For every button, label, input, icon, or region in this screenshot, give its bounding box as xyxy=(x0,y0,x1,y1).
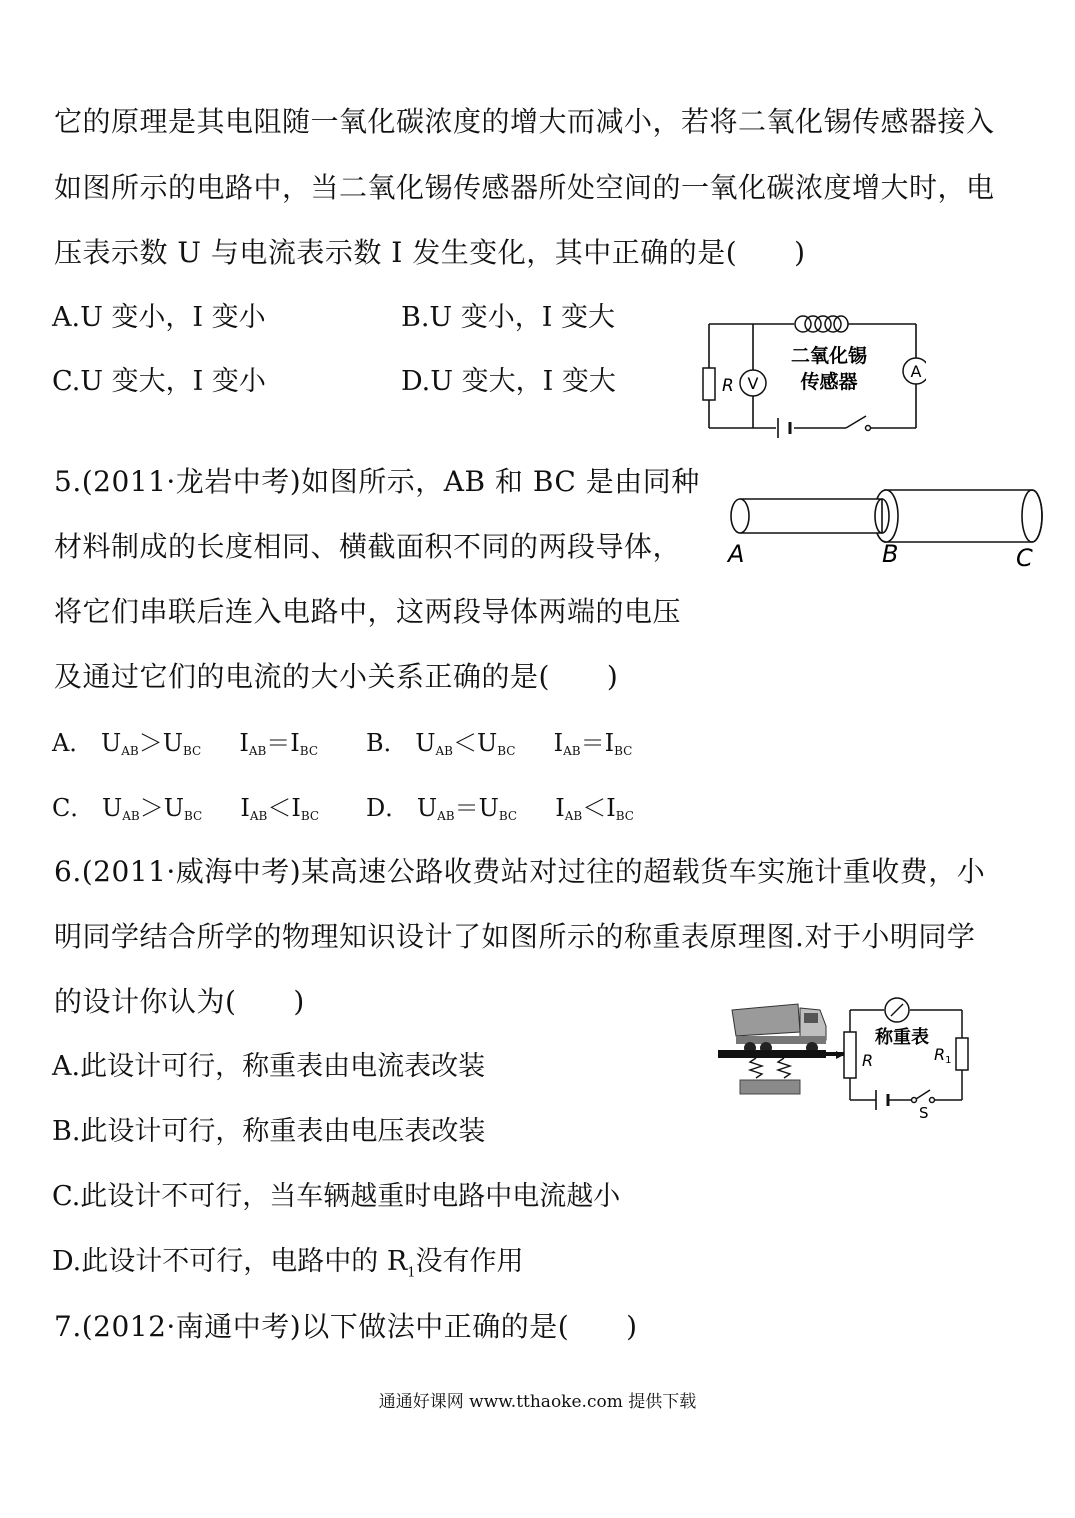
q5-text-line-1: 5.(2011·龙岩中考)如图所示，AB 和 BC 是由同种 xyxy=(54,465,700,498)
q5-text-line-4: 及通过它们的电流的大小关系正确的是( ) xyxy=(54,660,619,693)
variable-resistor-icon xyxy=(844,1032,856,1078)
q5-option-c: C． $U_{AB}>U_{BC}$ $I_{AB}<I_{BC}$ xyxy=(52,794,320,823)
resistor-r1-label: R1 xyxy=(934,1045,952,1066)
resistor-r1-icon xyxy=(956,1038,968,1070)
q4-option-c: C.U 变大，I 变小 xyxy=(52,366,266,397)
q4-option-a: A.U 变小，I 变小 xyxy=(52,302,266,333)
q6-option-d: D.此设计不可行，电路中的 $R_1$没有作用 xyxy=(52,1246,524,1281)
conductor-label-b: B xyxy=(882,540,899,568)
switch-label: S xyxy=(919,1104,929,1122)
conductor-label-a: A xyxy=(728,540,745,568)
q5-conductor-diagram xyxy=(722,480,1052,580)
scale-platform xyxy=(718,1050,826,1058)
resistor-r-label: R xyxy=(862,1051,874,1070)
q4-option-d: D.U 变大，I 变大 xyxy=(401,366,616,397)
switch-icon xyxy=(846,416,871,431)
q6-text-line-1: 6.(2011·威海中考)某高速公路收费站对过往的超载货车实施计重收费，小 xyxy=(54,855,986,888)
q4-text-line-3: 压表示数 U 与电流表示数 I 发生变化，其中正确的是( ) xyxy=(54,236,806,269)
q6-weighing-circuit-diagram xyxy=(716,996,976,1122)
conductor-label-c: C xyxy=(1016,544,1033,572)
q5-text-line-3: 将它们串联后连入电路中，这两段导体两端的电压 xyxy=(54,595,682,628)
q4-circuit-diagram xyxy=(696,312,926,442)
q6-option-a: A.此设计可行，称重表由电流表改装 xyxy=(52,1051,486,1082)
q5-option-b: B． $U_{AB}<U_{BC}$ $I_{AB}=I_{BC}$ xyxy=(366,729,633,758)
sensor-coil-icon xyxy=(795,316,848,332)
page-footer: 通通好课网 www.tthaoke.com 提供下载 xyxy=(378,1392,697,1412)
scale-base xyxy=(740,1080,800,1094)
truck-icon xyxy=(732,1004,826,1054)
battery-icon xyxy=(778,418,790,438)
resistor-icon xyxy=(703,368,715,400)
q5-text-line-2: 材料制成的长度相同、横截面积不同的两段导体， xyxy=(54,530,682,563)
q4-text-line-1: 它的原理是其电阻随一氧化碳浓度的增大而减小，若将二氧化锡传感器接入 xyxy=(54,105,995,138)
spring-icon xyxy=(750,1058,790,1078)
q6-option-c: C.此设计不可行，当车辆越重时电路中电流越小 xyxy=(52,1181,621,1212)
meter-label: 称重表 xyxy=(875,1027,929,1048)
q6-text-line-3: 的设计你认为( ) xyxy=(54,985,305,1018)
sensor-label-line-1: 二氧化锡 xyxy=(790,345,868,367)
q7-text-line: 7.(2012·南通中考)以下做法中正确的是( ) xyxy=(54,1310,638,1343)
battery-icon xyxy=(876,1090,888,1110)
q4-option-b: B.U 变小，I 变大 xyxy=(401,302,616,333)
q4-text-line-2: 如图所示的电路中，当二氧化锡传感器所处空间的一氧化碳浓度增大时，电 xyxy=(54,171,995,204)
q5-option-d: D． $U_{AB}=U_{BC}$ $I_{AB}<I_{BC}$ xyxy=(366,794,634,823)
resistor-label: R xyxy=(722,376,734,396)
switch-icon xyxy=(912,1090,935,1103)
q5-option-a: A． $U_{AB}>U_{BC}$ $I_{AB}=I_{BC}$ xyxy=(52,729,319,758)
voltmeter-label: V xyxy=(747,374,759,393)
q6-option-b: B.此设计可行，称重表由电压表改装 xyxy=(52,1116,486,1147)
sensor-label-line-2: 传感器 xyxy=(800,371,858,393)
q6-text-line-2: 明同学结合所学的物理知识设计了如图所示的称重表原理图.对于小明同学 xyxy=(54,920,976,953)
ammeter-label: A xyxy=(910,362,922,381)
